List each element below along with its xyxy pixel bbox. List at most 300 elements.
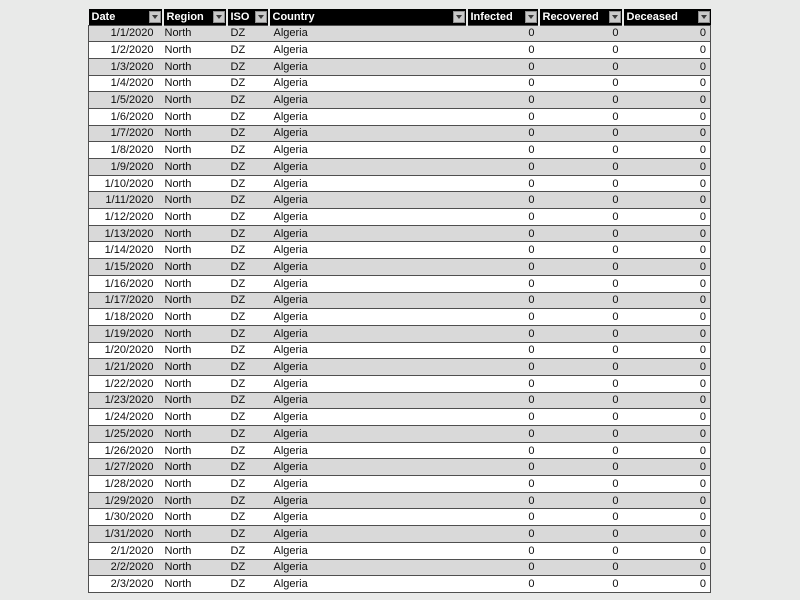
table-row bbox=[89, 375, 711, 392]
cell-region[interactable]: North bbox=[163, 559, 227, 576]
filter-arrow-icon bbox=[258, 15, 264, 19]
cell-infected[interactable]: 0 bbox=[467, 25, 539, 42]
header-row bbox=[89, 9, 711, 25]
cell-deceased[interactable]: 0 bbox=[623, 559, 711, 576]
cell-region[interactable]: North bbox=[163, 526, 227, 543]
cell-date[interactable]: 1/27/2020 bbox=[89, 459, 163, 476]
cell-country[interactable]: Algeria bbox=[269, 42, 467, 59]
cell-infected[interactable]: 0 bbox=[467, 242, 539, 259]
table-row bbox=[89, 509, 711, 526]
cell-deceased[interactable]: 0 bbox=[623, 492, 711, 509]
cell-infected[interactable]: 0 bbox=[467, 275, 539, 292]
cell-infected[interactable]: 0 bbox=[467, 159, 539, 176]
cell-iso[interactable]: DZ bbox=[227, 25, 269, 42]
cell-region[interactable]: North bbox=[163, 75, 227, 92]
table-row bbox=[89, 492, 711, 509]
cell-deceased[interactable]: 0 bbox=[623, 192, 711, 209]
cell-country[interactable]: Algeria bbox=[269, 392, 467, 409]
cell-date[interactable]: 1/5/2020 bbox=[89, 92, 163, 109]
cell-recovered[interactable]: 0 bbox=[539, 275, 623, 292]
cell-recovered[interactable]: 0 bbox=[539, 459, 623, 476]
cell-recovered[interactable]: 0 bbox=[539, 175, 623, 192]
cell-country[interactable]: Algeria bbox=[269, 159, 467, 176]
cell-recovered[interactable]: 0 bbox=[539, 242, 623, 259]
cell-iso[interactable]: DZ bbox=[227, 542, 269, 559]
data-table-container bbox=[88, 9, 710, 593]
cell-region[interactable]: North bbox=[163, 576, 227, 593]
cell-date[interactable]: 1/26/2020 bbox=[89, 442, 163, 459]
cell-region[interactable]: North bbox=[163, 476, 227, 493]
table-row bbox=[89, 42, 711, 59]
cell-iso[interactable]: DZ bbox=[227, 526, 269, 543]
cell-deceased[interactable]: 0 bbox=[623, 175, 711, 192]
cell-iso[interactable]: DZ bbox=[227, 108, 269, 125]
column-header-label: ISO bbox=[230, 10, 250, 23]
cell-iso[interactable]: DZ bbox=[227, 309, 269, 326]
filter-dropdown-button-infected[interactable] bbox=[525, 11, 537, 23]
filter-arrow-icon bbox=[456, 15, 462, 19]
cell-infected[interactable]: 0 bbox=[467, 459, 539, 476]
cell-country[interactable]: Algeria bbox=[269, 325, 467, 342]
cell-date[interactable]: 1/8/2020 bbox=[89, 142, 163, 159]
cell-country[interactable]: Algeria bbox=[269, 25, 467, 42]
column-header-label: Date bbox=[91, 10, 116, 23]
cell-deceased[interactable]: 0 bbox=[623, 409, 711, 426]
table-row bbox=[89, 526, 711, 543]
cell-deceased[interactable]: 0 bbox=[623, 242, 711, 259]
cell-deceased[interactable]: 0 bbox=[623, 342, 711, 359]
cell-recovered[interactable]: 0 bbox=[539, 25, 623, 42]
cell-infected[interactable]: 0 bbox=[467, 42, 539, 59]
cell-infected[interactable]: 0 bbox=[467, 108, 539, 125]
cell-infected[interactable]: 0 bbox=[467, 259, 539, 276]
column-header-label: Deceased bbox=[626, 10, 678, 23]
cell-recovered[interactable]: 0 bbox=[539, 309, 623, 326]
cell-country[interactable]: Algeria bbox=[269, 142, 467, 159]
column-header-deceased[interactable] bbox=[623, 9, 711, 25]
cell-recovered[interactable]: 0 bbox=[539, 92, 623, 109]
cell-date[interactable]: 1/22/2020 bbox=[89, 375, 163, 392]
cell-iso[interactable]: DZ bbox=[227, 159, 269, 176]
cell-infected[interactable]: 0 bbox=[467, 509, 539, 526]
cell-deceased[interactable]: 0 bbox=[623, 542, 711, 559]
cell-date[interactable]: 1/2/2020 bbox=[89, 42, 163, 59]
cell-country[interactable]: Algeria bbox=[269, 576, 467, 593]
cell-infected[interactable]: 0 bbox=[467, 292, 539, 309]
cell-iso[interactable]: DZ bbox=[227, 259, 269, 276]
cell-deceased[interactable]: 0 bbox=[623, 75, 711, 92]
cell-region[interactable]: North bbox=[163, 492, 227, 509]
cell-region[interactable]: North bbox=[163, 459, 227, 476]
cell-iso[interactable]: DZ bbox=[227, 125, 269, 142]
cell-date[interactable]: 1/31/2020 bbox=[89, 526, 163, 543]
cell-recovered[interactable]: 0 bbox=[539, 342, 623, 359]
table-row bbox=[89, 576, 711, 593]
cell-country[interactable]: Algeria bbox=[269, 459, 467, 476]
cell-region[interactable]: North bbox=[163, 509, 227, 526]
cell-recovered[interactable]: 0 bbox=[539, 476, 623, 493]
cell-iso[interactable]: DZ bbox=[227, 426, 269, 443]
cell-recovered[interactable]: 0 bbox=[539, 509, 623, 526]
cell-infected[interactable]: 0 bbox=[467, 225, 539, 242]
cell-deceased[interactable]: 0 bbox=[623, 476, 711, 493]
cell-region[interactable]: North bbox=[163, 209, 227, 226]
cell-deceased[interactable]: 0 bbox=[623, 142, 711, 159]
cell-iso[interactable]: DZ bbox=[227, 242, 269, 259]
cell-region[interactable]: North bbox=[163, 175, 227, 192]
table-row bbox=[89, 325, 711, 342]
cell-deceased[interactable]: 0 bbox=[623, 108, 711, 125]
cell-region[interactable]: North bbox=[163, 292, 227, 309]
cell-country[interactable]: Algeria bbox=[269, 476, 467, 493]
cell-region[interactable]: North bbox=[163, 108, 227, 125]
cell-iso[interactable]: DZ bbox=[227, 92, 269, 109]
filter-dropdown-button-iso[interactable] bbox=[255, 11, 267, 23]
cell-country[interactable]: Algeria bbox=[269, 175, 467, 192]
table-row bbox=[89, 392, 711, 409]
data-table bbox=[88, 9, 711, 593]
cell-deceased[interactable]: 0 bbox=[623, 225, 711, 242]
cell-recovered[interactable]: 0 bbox=[539, 442, 623, 459]
cell-region[interactable]: North bbox=[163, 159, 227, 176]
cell-infected[interactable]: 0 bbox=[467, 142, 539, 159]
cell-region[interactable]: North bbox=[163, 542, 227, 559]
cell-region[interactable]: North bbox=[163, 309, 227, 326]
cell-country[interactable]: Algeria bbox=[269, 492, 467, 509]
column-header-label: Recovered bbox=[542, 10, 599, 23]
cell-deceased[interactable]: 0 bbox=[623, 42, 711, 59]
cell-country[interactable]: Algeria bbox=[269, 509, 467, 526]
cell-country[interactable]: Algeria bbox=[269, 442, 467, 459]
cell-infected[interactable]: 0 bbox=[467, 309, 539, 326]
cell-iso[interactable]: DZ bbox=[227, 359, 269, 376]
filter-arrow-icon bbox=[701, 15, 707, 19]
cell-iso[interactable]: DZ bbox=[227, 409, 269, 426]
cell-date[interactable]: 1/17/2020 bbox=[89, 292, 163, 309]
table-row bbox=[89, 426, 711, 443]
cell-recovered[interactable]: 0 bbox=[539, 576, 623, 593]
cell-deceased[interactable]: 0 bbox=[623, 426, 711, 443]
cell-date[interactable]: 1/7/2020 bbox=[89, 125, 163, 142]
table-row bbox=[89, 309, 711, 326]
table-row bbox=[89, 476, 711, 493]
cell-region[interactable]: North bbox=[163, 58, 227, 75]
cell-infected[interactable]: 0 bbox=[467, 442, 539, 459]
column-header-label: Country bbox=[272, 10, 315, 23]
cell-iso[interactable]: DZ bbox=[227, 576, 269, 593]
cell-country[interactable]: Algeria bbox=[269, 242, 467, 259]
cell-infected[interactable]: 0 bbox=[467, 559, 539, 576]
cell-recovered[interactable]: 0 bbox=[539, 426, 623, 443]
cell-date[interactable]: 1/6/2020 bbox=[89, 108, 163, 125]
cell-infected[interactable]: 0 bbox=[467, 58, 539, 75]
cell-region[interactable]: North bbox=[163, 442, 227, 459]
cell-deceased[interactable]: 0 bbox=[623, 325, 711, 342]
table-body bbox=[89, 25, 711, 592]
cell-iso[interactable]: DZ bbox=[227, 275, 269, 292]
cell-iso[interactable]: DZ bbox=[227, 509, 269, 526]
cell-country[interactable]: Algeria bbox=[269, 209, 467, 226]
cell-recovered[interactable]: 0 bbox=[539, 359, 623, 376]
cell-iso[interactable]: DZ bbox=[227, 42, 269, 59]
cell-country[interactable]: Algeria bbox=[269, 125, 467, 142]
cell-date[interactable]: 1/15/2020 bbox=[89, 259, 163, 276]
cell-recovered[interactable]: 0 bbox=[539, 325, 623, 342]
filter-dropdown-button-country[interactable] bbox=[453, 11, 465, 23]
cell-infected[interactable]: 0 bbox=[467, 392, 539, 409]
column-header-recovered[interactable] bbox=[539, 9, 623, 25]
cell-country[interactable]: Algeria bbox=[269, 58, 467, 75]
cell-country[interactable]: Algeria bbox=[269, 375, 467, 392]
cell-infected[interactable]: 0 bbox=[467, 409, 539, 426]
cell-iso[interactable]: DZ bbox=[227, 375, 269, 392]
filter-dropdown-button-recovered[interactable] bbox=[609, 11, 621, 23]
cell-country[interactable]: Algeria bbox=[269, 225, 467, 242]
cell-recovered[interactable]: 0 bbox=[539, 142, 623, 159]
table-row bbox=[89, 159, 711, 176]
cell-date[interactable]: 2/2/2020 bbox=[89, 559, 163, 576]
cell-infected[interactable]: 0 bbox=[467, 359, 539, 376]
table-row bbox=[89, 259, 711, 276]
cell-deceased[interactable]: 0 bbox=[623, 209, 711, 226]
cell-region[interactable]: North bbox=[163, 192, 227, 209]
table-row bbox=[89, 292, 711, 309]
cell-date[interactable]: 1/14/2020 bbox=[89, 242, 163, 259]
cell-date[interactable]: 1/21/2020 bbox=[89, 359, 163, 376]
cell-date[interactable]: 2/3/2020 bbox=[89, 576, 163, 593]
table-row bbox=[89, 58, 711, 75]
cell-infected[interactable]: 0 bbox=[467, 342, 539, 359]
cell-country[interactable]: Algeria bbox=[269, 192, 467, 209]
column-header-date[interactable] bbox=[89, 9, 163, 25]
cell-date[interactable]: 1/10/2020 bbox=[89, 175, 163, 192]
cell-deceased[interactable]: 0 bbox=[623, 526, 711, 543]
cell-infected[interactable]: 0 bbox=[467, 92, 539, 109]
cell-recovered[interactable]: 0 bbox=[539, 559, 623, 576]
cell-country[interactable]: Algeria bbox=[269, 292, 467, 309]
cell-infected[interactable]: 0 bbox=[467, 192, 539, 209]
cell-date[interactable]: 1/25/2020 bbox=[89, 426, 163, 443]
table-row bbox=[89, 275, 711, 292]
cell-country[interactable]: Algeria bbox=[269, 426, 467, 443]
cell-deceased[interactable]: 0 bbox=[623, 159, 711, 176]
cell-iso[interactable]: DZ bbox=[227, 459, 269, 476]
cell-recovered[interactable]: 0 bbox=[539, 75, 623, 92]
cell-recovered[interactable]: 0 bbox=[539, 42, 623, 59]
cell-deceased[interactable]: 0 bbox=[623, 309, 711, 326]
table-row bbox=[89, 409, 711, 426]
cell-country[interactable]: Algeria bbox=[269, 409, 467, 426]
cell-deceased[interactable]: 0 bbox=[623, 459, 711, 476]
cell-country[interactable]: Algeria bbox=[269, 559, 467, 576]
cell-date[interactable]: 1/18/2020 bbox=[89, 309, 163, 326]
cell-country[interactable]: Algeria bbox=[269, 359, 467, 376]
table-row bbox=[89, 142, 711, 159]
cell-recovered[interactable]: 0 bbox=[539, 192, 623, 209]
cell-infected[interactable]: 0 bbox=[467, 492, 539, 509]
cell-recovered[interactable]: 0 bbox=[539, 209, 623, 226]
table-row bbox=[89, 92, 711, 109]
cell-region[interactable]: North bbox=[163, 325, 227, 342]
cell-region[interactable]: North bbox=[163, 242, 227, 259]
cell-iso[interactable]: DZ bbox=[227, 559, 269, 576]
cell-date[interactable]: 1/16/2020 bbox=[89, 275, 163, 292]
cell-recovered[interactable]: 0 bbox=[539, 292, 623, 309]
cell-deceased[interactable]: 0 bbox=[623, 442, 711, 459]
cell-region[interactable]: North bbox=[163, 259, 227, 276]
cell-iso[interactable]: DZ bbox=[227, 209, 269, 226]
cell-iso[interactable]: DZ bbox=[227, 292, 269, 309]
cell-date[interactable]: 1/4/2020 bbox=[89, 75, 163, 92]
cell-iso[interactable]: DZ bbox=[227, 476, 269, 493]
cell-date[interactable]: 1/12/2020 bbox=[89, 209, 163, 226]
cell-country[interactable]: Algeria bbox=[269, 92, 467, 109]
cell-date[interactable]: 1/19/2020 bbox=[89, 325, 163, 342]
cell-iso[interactable]: DZ bbox=[227, 492, 269, 509]
cell-recovered[interactable]: 0 bbox=[539, 392, 623, 409]
cell-deceased[interactable]: 0 bbox=[623, 259, 711, 276]
cell-iso[interactable]: DZ bbox=[227, 392, 269, 409]
cell-region[interactable]: North bbox=[163, 92, 227, 109]
cell-infected[interactable]: 0 bbox=[467, 325, 539, 342]
cell-recovered[interactable]: 0 bbox=[539, 259, 623, 276]
cell-infected[interactable]: 0 bbox=[467, 526, 539, 543]
cell-deceased[interactable]: 0 bbox=[623, 25, 711, 42]
cell-recovered[interactable]: 0 bbox=[539, 409, 623, 426]
cell-deceased[interactable]: 0 bbox=[623, 292, 711, 309]
cell-date[interactable]: 1/1/2020 bbox=[89, 25, 163, 42]
cell-iso[interactable]: DZ bbox=[227, 75, 269, 92]
column-header-label: Infected bbox=[470, 10, 513, 23]
table-row bbox=[89, 25, 711, 42]
cell-region[interactable]: North bbox=[163, 25, 227, 42]
cell-infected[interactable]: 0 bbox=[467, 542, 539, 559]
cell-iso[interactable]: DZ bbox=[227, 58, 269, 75]
cell-infected[interactable]: 0 bbox=[467, 476, 539, 493]
cell-infected[interactable]: 0 bbox=[467, 75, 539, 92]
cell-iso[interactable]: DZ bbox=[227, 192, 269, 209]
cell-country[interactable]: Algeria bbox=[269, 526, 467, 543]
cell-recovered[interactable]: 0 bbox=[539, 492, 623, 509]
cell-deceased[interactable]: 0 bbox=[623, 509, 711, 526]
table-row bbox=[89, 342, 711, 359]
cell-deceased[interactable]: 0 bbox=[623, 275, 711, 292]
filter-dropdown-button-date[interactable] bbox=[149, 11, 161, 23]
cell-date[interactable]: 1/24/2020 bbox=[89, 409, 163, 426]
table-row bbox=[89, 559, 711, 576]
cell-country[interactable]: Algeria bbox=[269, 309, 467, 326]
cell-country[interactable]: Algeria bbox=[269, 75, 467, 92]
cell-region[interactable]: North bbox=[163, 125, 227, 142]
cell-date[interactable]: 1/9/2020 bbox=[89, 159, 163, 176]
cell-date[interactable]: 1/30/2020 bbox=[89, 509, 163, 526]
cell-iso[interactable]: DZ bbox=[227, 442, 269, 459]
cell-iso[interactable]: DZ bbox=[227, 142, 269, 159]
cell-deceased[interactable]: 0 bbox=[623, 125, 711, 142]
cell-infected[interactable]: 0 bbox=[467, 175, 539, 192]
cell-deceased[interactable]: 0 bbox=[623, 576, 711, 593]
cell-region[interactable]: North bbox=[163, 225, 227, 242]
cell-date[interactable]: 1/20/2020 bbox=[89, 342, 163, 359]
column-header-country[interactable] bbox=[269, 9, 467, 25]
cell-infected[interactable]: 0 bbox=[467, 426, 539, 443]
column-header-iso[interactable] bbox=[227, 9, 269, 25]
cell-deceased[interactable]: 0 bbox=[623, 359, 711, 376]
table-row bbox=[89, 459, 711, 476]
cell-recovered[interactable]: 0 bbox=[539, 108, 623, 125]
column-header-region[interactable] bbox=[163, 9, 227, 25]
table-row bbox=[89, 192, 711, 209]
cell-iso[interactable]: DZ bbox=[227, 342, 269, 359]
cell-iso[interactable]: DZ bbox=[227, 225, 269, 242]
table-row bbox=[89, 442, 711, 459]
cell-region[interactable]: North bbox=[163, 392, 227, 409]
cell-region[interactable]: North bbox=[163, 275, 227, 292]
cell-deceased[interactable]: 0 bbox=[623, 92, 711, 109]
cell-deceased[interactable]: 0 bbox=[623, 58, 711, 75]
cell-iso[interactable]: DZ bbox=[227, 325, 269, 342]
cell-infected[interactable]: 0 bbox=[467, 576, 539, 593]
cell-infected[interactable]: 0 bbox=[467, 125, 539, 142]
cell-recovered[interactable]: 0 bbox=[539, 225, 623, 242]
table-row bbox=[89, 108, 711, 125]
filter-arrow-icon bbox=[216, 15, 222, 19]
cell-region[interactable]: North bbox=[163, 42, 227, 59]
cell-region[interactable]: North bbox=[163, 375, 227, 392]
cell-country[interactable]: Algeria bbox=[269, 259, 467, 276]
table-row bbox=[89, 75, 711, 92]
cell-country[interactable]: Algeria bbox=[269, 275, 467, 292]
cell-region[interactable]: North bbox=[163, 142, 227, 159]
cell-recovered[interactable]: 0 bbox=[539, 159, 623, 176]
cell-deceased[interactable]: 0 bbox=[623, 392, 711, 409]
cell-infected[interactable]: 0 bbox=[467, 375, 539, 392]
cell-date[interactable]: 1/13/2020 bbox=[89, 225, 163, 242]
cell-recovered[interactable]: 0 bbox=[539, 542, 623, 559]
cell-date[interactable]: 1/28/2020 bbox=[89, 476, 163, 493]
cell-recovered[interactable]: 0 bbox=[539, 125, 623, 142]
table-row bbox=[89, 175, 711, 192]
cell-deceased[interactable]: 0 bbox=[623, 375, 711, 392]
cell-date[interactable]: 1/23/2020 bbox=[89, 392, 163, 409]
cell-date[interactable]: 1/3/2020 bbox=[89, 58, 163, 75]
column-header-label: Region bbox=[166, 10, 204, 23]
cell-country[interactable]: Algeria bbox=[269, 542, 467, 559]
cell-region[interactable]: North bbox=[163, 409, 227, 426]
column-header-infected[interactable] bbox=[467, 9, 539, 25]
filter-dropdown-button-region[interactable] bbox=[213, 11, 225, 23]
cell-region[interactable]: North bbox=[163, 342, 227, 359]
cell-date[interactable]: 2/1/2020 bbox=[89, 542, 163, 559]
cell-country[interactable]: Algeria bbox=[269, 108, 467, 125]
cell-iso[interactable]: DZ bbox=[227, 175, 269, 192]
cell-infected[interactable]: 0 bbox=[467, 209, 539, 226]
cell-date[interactable]: 1/29/2020 bbox=[89, 492, 163, 509]
table-row bbox=[89, 225, 711, 242]
cell-recovered[interactable]: 0 bbox=[539, 526, 623, 543]
table-row bbox=[89, 209, 711, 226]
cell-recovered[interactable]: 0 bbox=[539, 58, 623, 75]
cell-country[interactable]: Algeria bbox=[269, 342, 467, 359]
filter-dropdown-button-deceased[interactable] bbox=[698, 11, 710, 23]
cell-region[interactable]: North bbox=[163, 426, 227, 443]
filter-arrow-icon bbox=[612, 15, 618, 19]
cell-region[interactable]: North bbox=[163, 359, 227, 376]
table-header bbox=[89, 9, 711, 25]
cell-date[interactable]: 1/11/2020 bbox=[89, 192, 163, 209]
table-row bbox=[89, 542, 711, 559]
cell-recovered[interactable]: 0 bbox=[539, 375, 623, 392]
